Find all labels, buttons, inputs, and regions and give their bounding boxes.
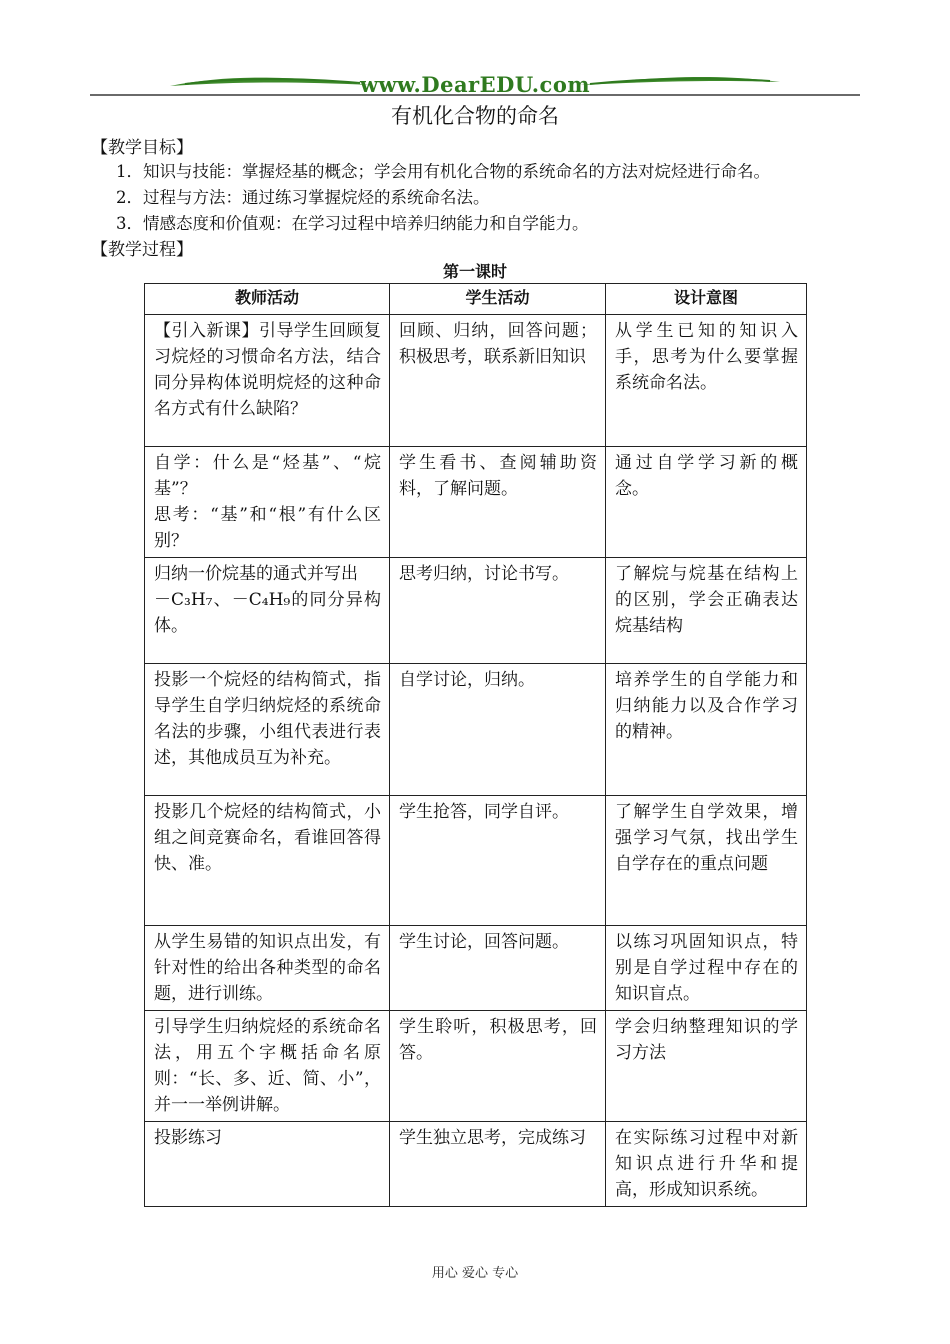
lesson-title: 第一课时 [442, 262, 507, 281]
teacher-activity-cell: 自学：什么是“烃基”、“烷基”？ 思考：“基”和“根”有什么区别？ [145, 447, 390, 558]
column-header-intent: 设计意图 [606, 284, 807, 315]
design-intent-cell: 以练习巩固知识点，特别是自学过程中存在的知识盲点。 [606, 926, 807, 1011]
design-intent-cell: 培养学生的自学能力和归纳能力以及合作学习的精神。 [606, 664, 807, 796]
table-row [145, 664, 807, 796]
teacher-activity-cell: 【引入新课】引导学生回顾复习烷烃的习惯命名方法，结合同分异构体说明烷烃的这种命名方式有什么缺陷？ [145, 315, 390, 447]
objectives-heading: 【教学目标】 [91, 138, 193, 158]
table-row [145, 1122, 807, 1207]
teacher-activity-cell: 投影几个烷烃的结构简式，小组之间竞赛命名，看谁回答得快、准。 [145, 796, 390, 926]
table-header-row [145, 284, 807, 315]
objective-item: 1．知识与技能：掌握烃基的概念；学会用有机化合物的系统命名的方法对烷烃进行命名。 [116, 162, 770, 181]
teacher-activity-cell: 归纳一价烷基的通式并写出 －C₃H₇、－C₄H₉的同分异构体。 [145, 558, 390, 664]
teacher-activity-cell: 从学生易错的知识点出发，有针对性的给出各种类型的命名题，进行训练。 [145, 926, 390, 1011]
process-heading: 【教学过程】 [91, 240, 193, 260]
table-row [145, 1011, 807, 1122]
table-row [145, 558, 807, 664]
design-intent-cell: 在实际练习过程中对新知识点进行升华和提高，形成知识系统。 [606, 1122, 807, 1207]
design-intent-cell: 了解学生自学效果，增强学习气氛，找出学生自学存在的重点问题 [606, 796, 807, 926]
document-title: 有机化合物的命名 [391, 104, 559, 128]
design-intent-cell: 从学生已知的知识入手，思考为什么要掌握系统命名法。 [606, 315, 807, 447]
teacher-activity-cell: 引导学生归纳烷烃的系统命名法，用五个字概括命名原则：“长、多、近、简、小”，并一一举例讲解。 [145, 1011, 390, 1122]
student-activity-cell: 自学讨论，归纳。 [390, 664, 606, 796]
site-url: www.DearEDU.com [359, 72, 591, 97]
design-intent-cell: 了解烷与烷基在结构上的区别，学会正确表达烷基结构 [606, 558, 807, 664]
teacher-activity-cell: 投影一个烷烃的结构简式，指导学生自学归纳烷烃的系统命名法的步骤，小组代表进行表述，其他成员互为补充。 [145, 664, 390, 796]
student-activity-cell: 学生聆听，积极思考，回答。 [390, 1011, 606, 1122]
table-row [145, 926, 807, 1011]
student-activity-cell: 学生抢答，同学自评。 [390, 796, 606, 926]
student-activity-cell: 学生看书、查阅辅助资料，了解问题。 [390, 447, 606, 558]
lesson-plan-table [144, 283, 807, 1207]
column-header-teacher: 教师活动 [145, 284, 390, 315]
table-row [145, 447, 807, 558]
student-activity-cell: 学生讨论，回答问题。 [390, 926, 606, 1011]
teacher-activity-cell: 投影练习 [145, 1122, 390, 1207]
student-activity-cell: 思考归纳，讨论书写。 [390, 558, 606, 664]
objective-item: 3．情感态度和价值观：在学习过程中培养归纳能力和自学能力。 [116, 214, 589, 233]
header-banner [90, 68, 860, 102]
column-header-student: 学生活动 [390, 284, 606, 315]
page-footer: 用心 爱心 专心 [431, 1266, 519, 1281]
table-row [145, 796, 807, 926]
design-intent-cell: 通过自学学习新的概念。 [606, 447, 807, 558]
student-activity-cell: 回顾、归纳，回答问题；积极思考，联系新旧知识 [390, 315, 606, 447]
student-activity-cell: 学生独立思考，完成练习 [390, 1122, 606, 1207]
table-row [145, 315, 807, 447]
design-intent-cell: 学会归纳整理知识的学习方法 [606, 1011, 807, 1122]
objective-item: 2．过程与方法：通过练习掌握烷烃的系统命名法。 [116, 188, 490, 207]
